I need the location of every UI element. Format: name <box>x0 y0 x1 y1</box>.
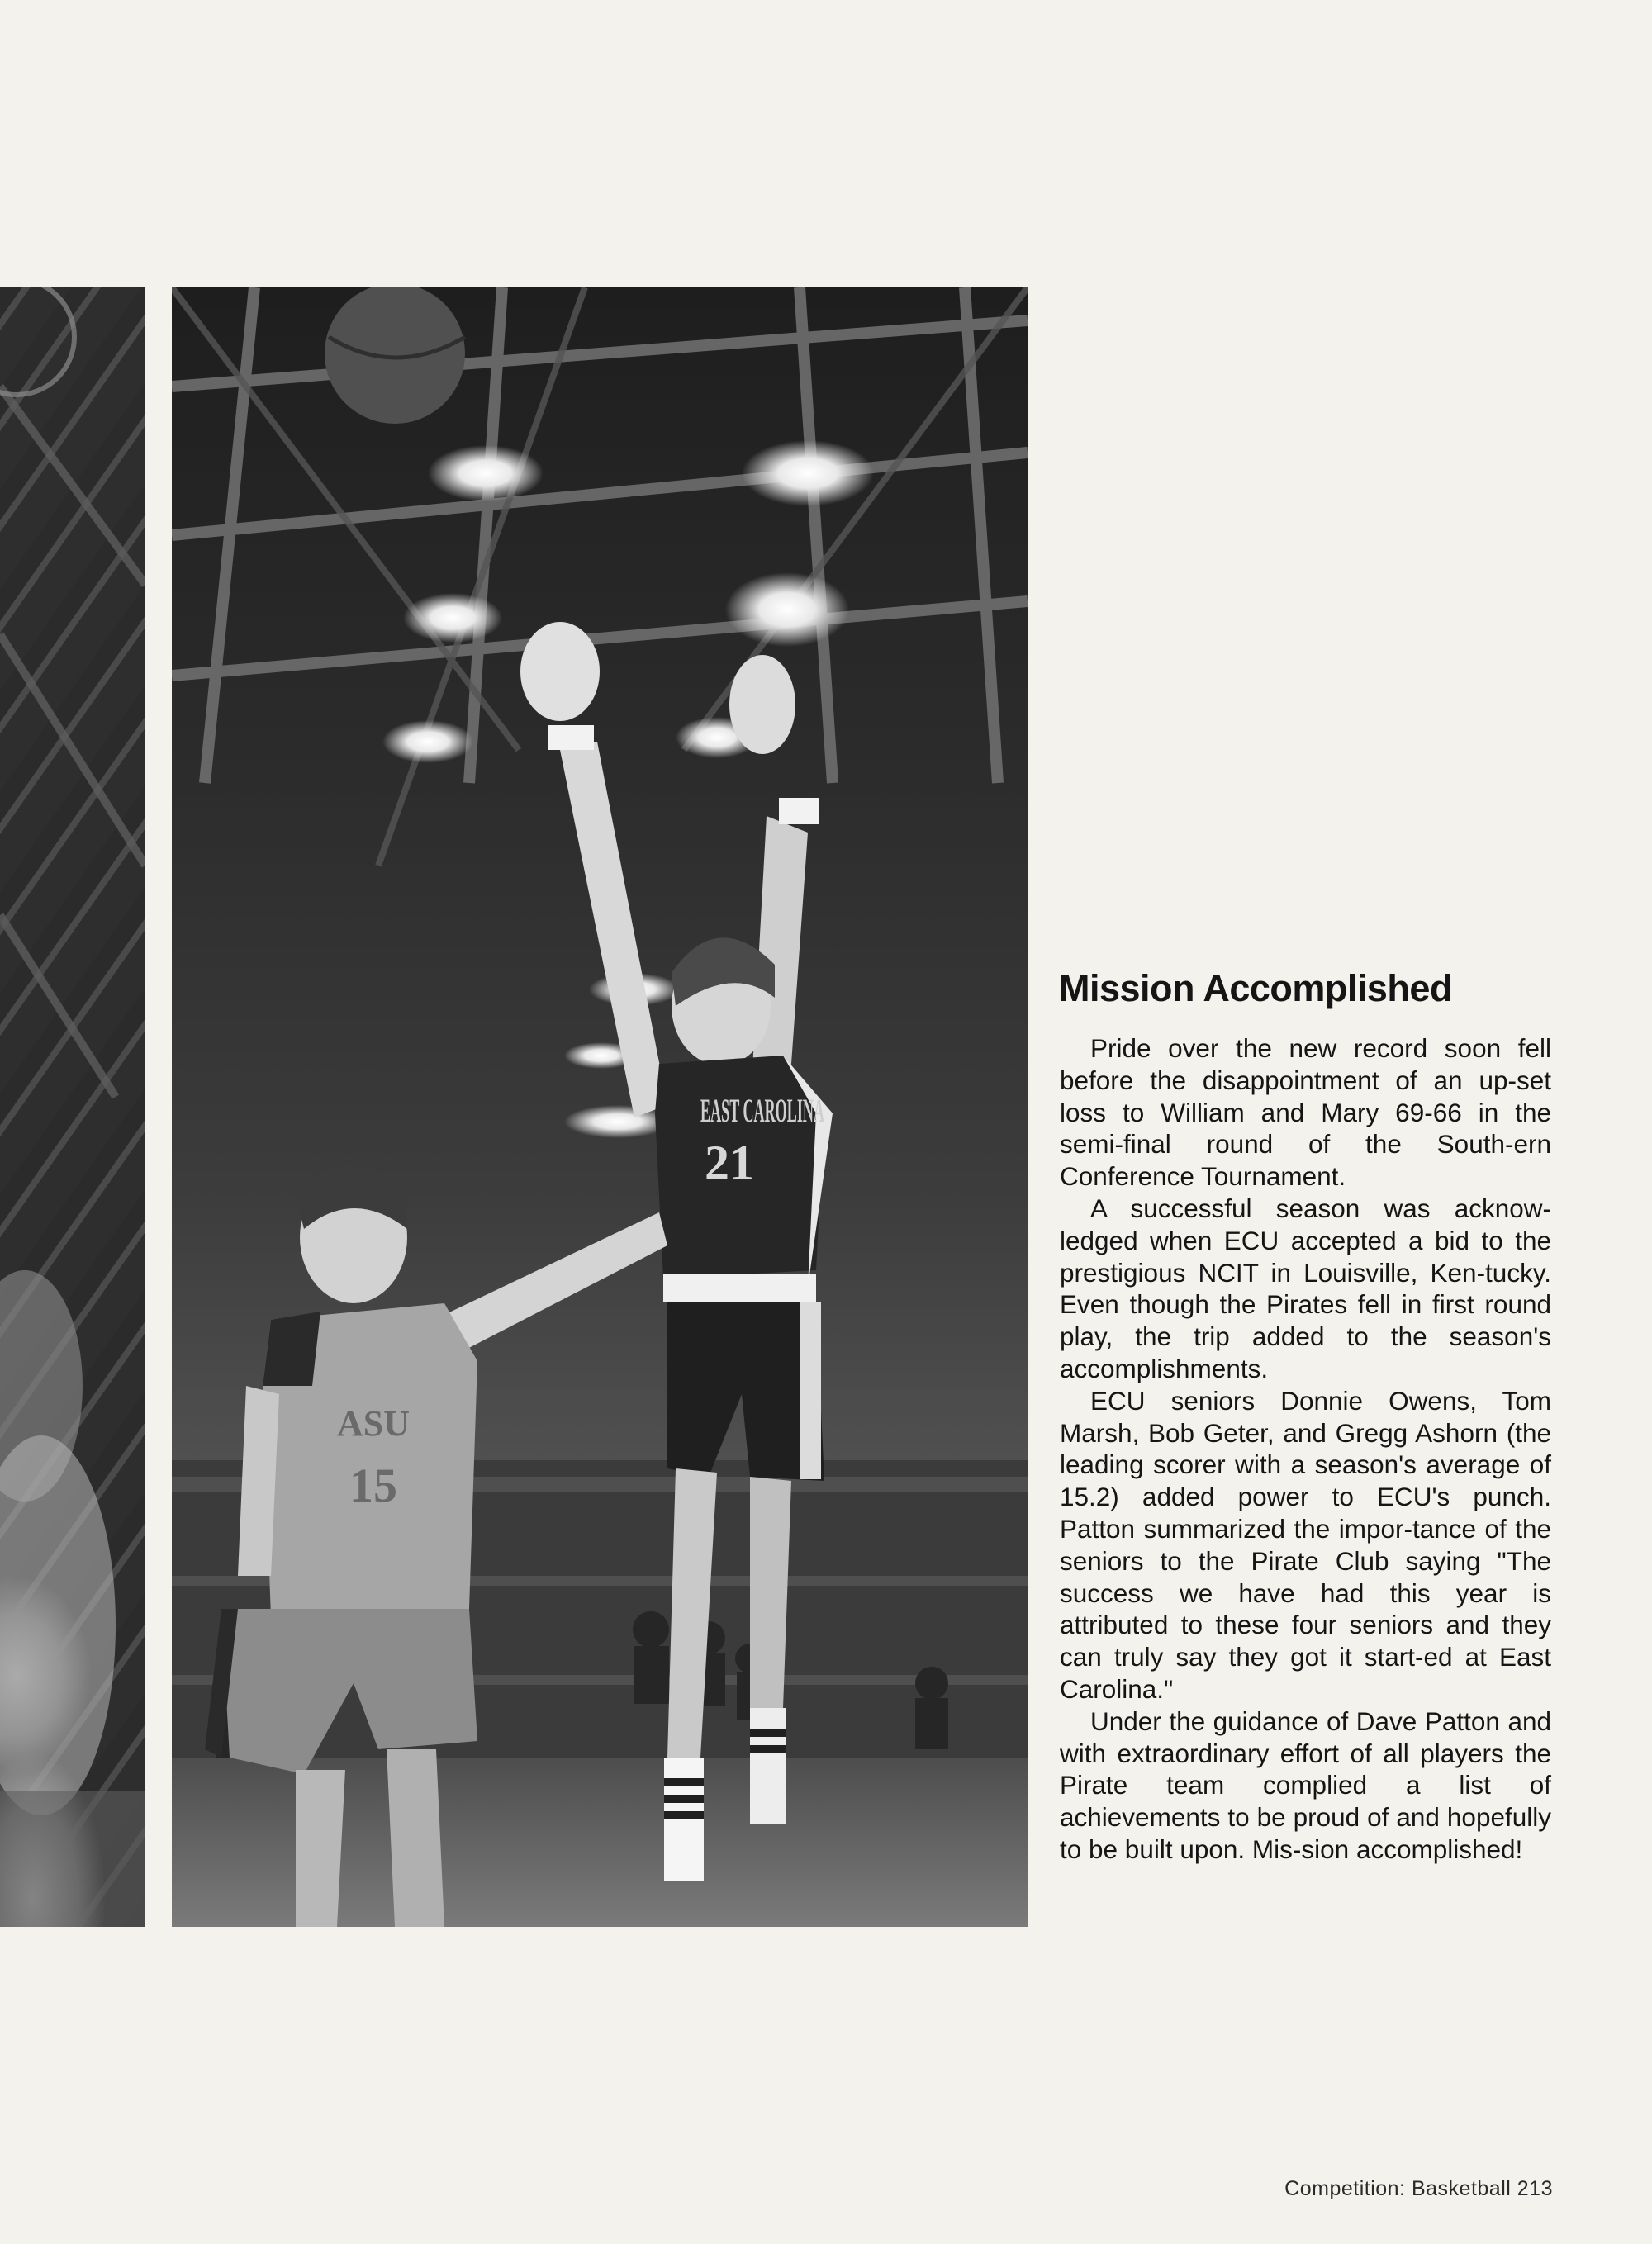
article-heading: Mission Accomplished <box>1059 967 1452 1009</box>
footer-subsection: Basketball <box>1411 2177 1512 2200</box>
left-photo-strip <box>0 287 145 1927</box>
left-photo-art <box>0 287 145 1927</box>
article-body <box>1060 1032 1551 1866</box>
basketball-photo-art <box>172 287 1028 1927</box>
basketball-photo <box>172 287 1028 1927</box>
article-paragraph: ECU seniors Donnie Owens, Tom Marsh, Bob Geter, and Gregg Ashorn (the leading scorer with a season's average of 15.2) added power to ECU's punch. Patton summarized the impor-tance of the seniors to the Pirate Club saying "The success we have had this year is attributed to these four seniors and they can truly say they got it start-ed at East Carolina." <box>1060 1385 1551 1704</box>
jersey-number-defender: 15 <box>349 1459 397 1512</box>
jersey-text-shooter: EAST CAROLINA <box>700 1092 825 1129</box>
jersey-number-shooter: 21 <box>705 1136 754 1190</box>
article-paragraph: A successful season was acknow-ledged when ECU accepted a bid to the prestigious NCIT in Louisville, Ken-tucky. Even though the Pirates fell in first round play, the trip added to the season's accomplishments. <box>1060 1193 1551 1383</box>
article-paragraph: Pride over the new record soon fell before the disappointment of an up-set loss to William and Mary 69-66 in the semi-final round of the South-ern Conference Tournament. <box>1060 1033 1551 1192</box>
footer-section: Competition: <box>1284 2177 1406 2200</box>
article-paragraph: Under the guidance of Dave Patton and with extraordinary effort of all players the Pirate team complied a list of achievements to be proud of and hopefully to be built upon. Mis-sion accomplished! <box>1060 1706 1551 1864</box>
page-footer <box>1260 2177 1553 2201</box>
page-number: 213 <box>1517 2177 1553 2200</box>
jersey-text-defender: ASU <box>337 1403 411 1444</box>
